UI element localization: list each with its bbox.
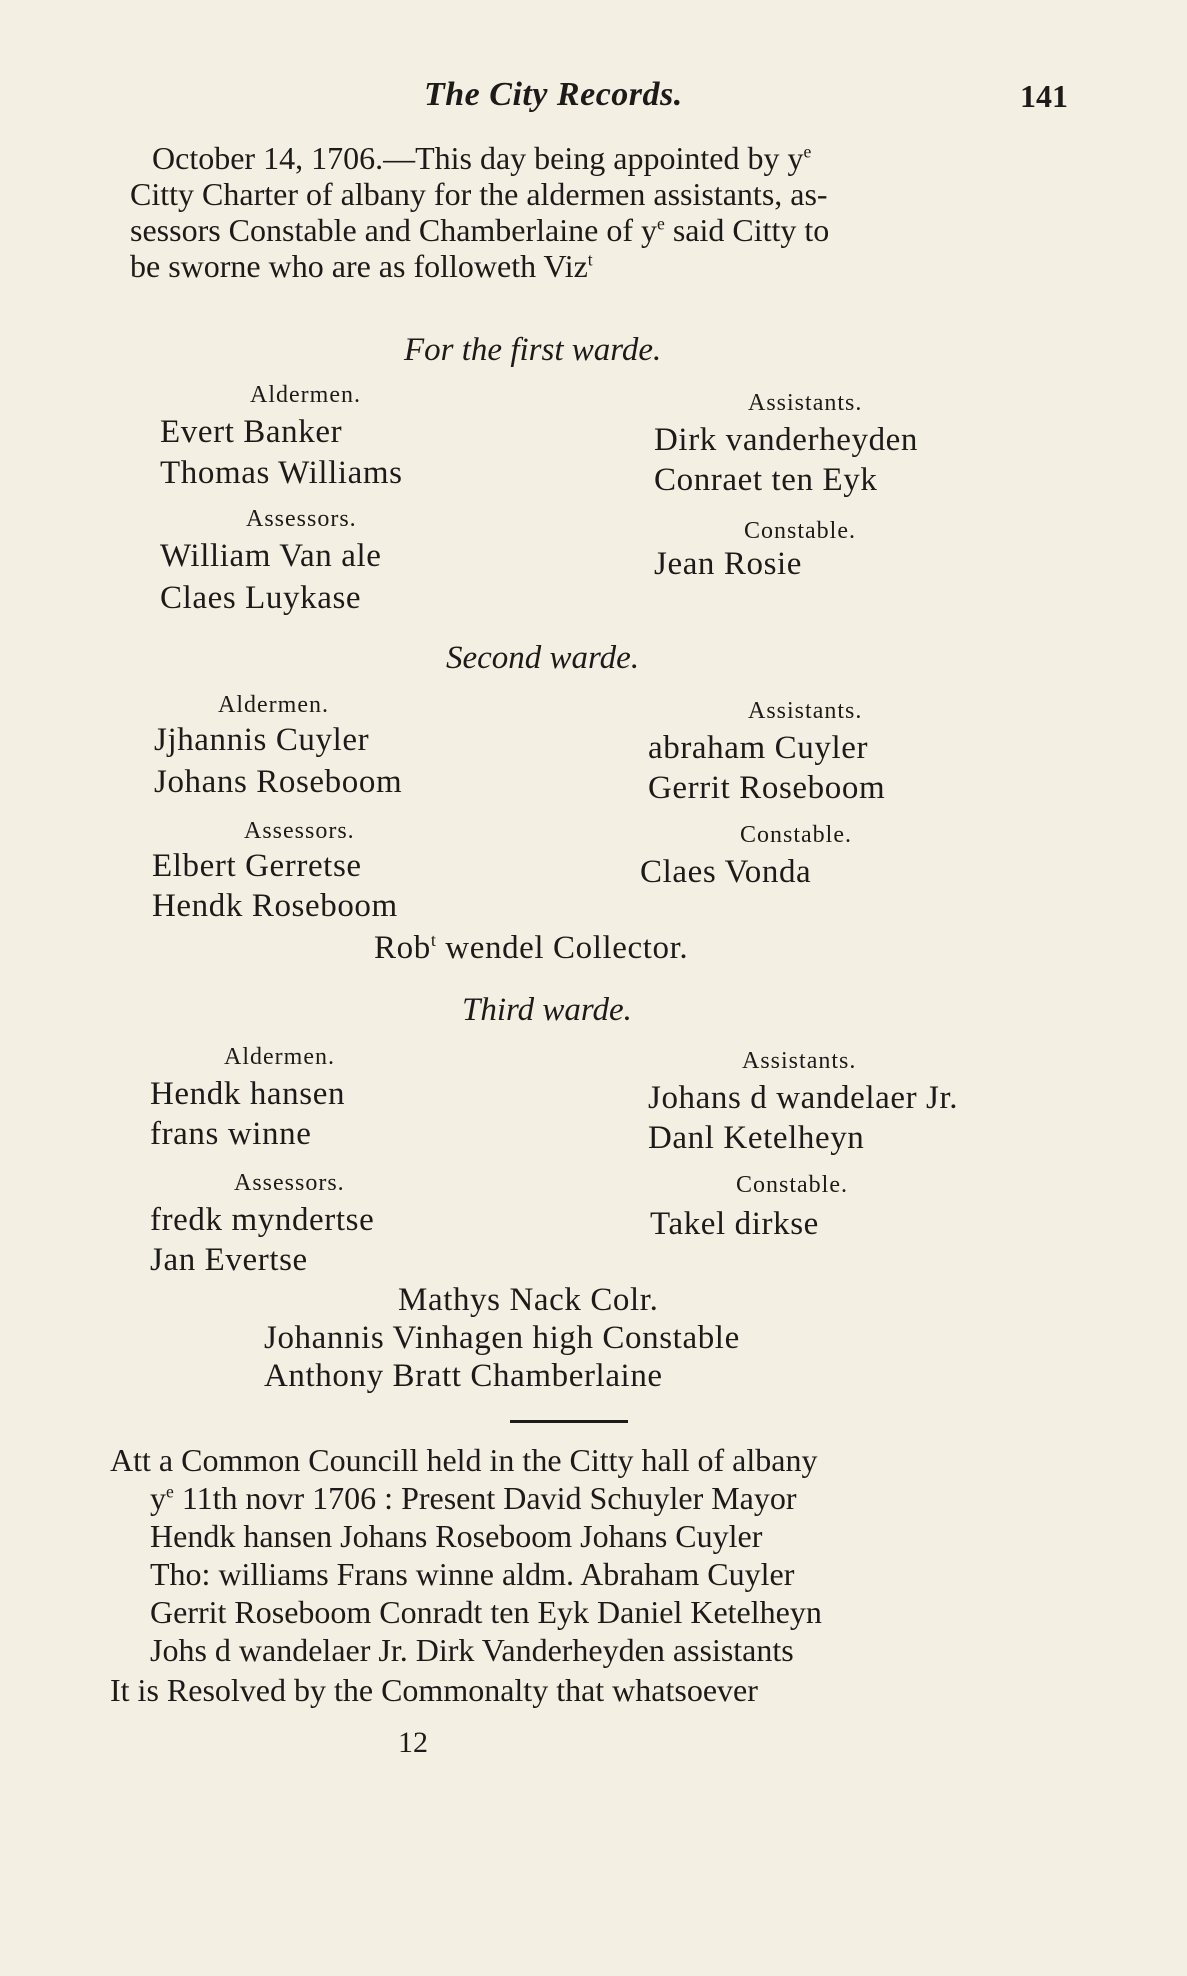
ward-2-assessors-label: Assessors. [244,818,355,844]
ward-1-assistants-label: Assistants. [748,390,863,416]
council-line-5: Gerrit Roseboom Conradt ten Eyk Daniel Ketelheyn [150,1594,822,1630]
ward-1-alderman-1: Evert Banker [160,414,343,450]
ward-1-constable-label: Constable. [744,518,856,544]
ward-1-aldermen-label: Aldermen. [250,382,361,408]
ward-2-alderman-2: Johans Roseboom [154,764,403,800]
council-line-6: Johs d wandelaer Jr. Dirk Vanderheyden assistants [150,1632,794,1668]
ward-2-constable-label: Constable. [740,822,852,848]
ward-2-assistant-2: Gerrit Roseboom [648,770,886,806]
ward-3-alderman-2: frans winne [150,1116,312,1152]
council-line-4: Tho: williams Frans winne aldm. Abraham Cuyler [150,1556,795,1592]
ward-3-assistant-1: Johans d wandelaer Jr. [648,1080,959,1116]
page-number: 141 [1020,78,1068,114]
ward-2-heading: Second warde. [446,640,640,676]
signature-mark: 12 [398,1726,428,1759]
ward-2-assessor-1: Elbert Gerretse [152,848,362,884]
ward-3-assessor-2: Jan Evertse [150,1242,308,1278]
ward-3-constable-label: Constable. [736,1172,848,1198]
ward-3-assessors-label: Assessors. [234,1170,345,1196]
ward-1-assistant-2: Conraet ten Eyk [654,462,878,498]
ward-3-aldermen-label: Aldermen. [224,1044,335,1070]
ward-2-constable: Claes Vonda [640,854,812,890]
ward-3-assessor-1: fredk myndertse [150,1202,375,1238]
ward-3-alderman-1: Hendk hansen [150,1076,346,1112]
ward-3-heading: Third warde. [462,992,632,1028]
ward-1-assistant-1: Dirk vanderheyden [654,422,919,458]
council-line-1: Att a Common Councill held in the Citty hall of albany [110,1442,818,1478]
intro-line-3: sessors Constable and Chamberlaine of $y^e$ said Citty to [130,212,830,248]
ward-2-assessor-2: Hendk Roseboom [152,888,398,924]
intro-line-1: October 14, 1706.—This day being appointed by $y^e$ [152,140,812,176]
ward-1-alderman-2: Thomas Williams [160,455,403,491]
ward-2-alderman-1: Jjhannis Cuyler [154,722,370,758]
ward-2-assistant-1: abraham Cuyler [648,730,869,766]
ward-3-assistant-2: Danl Ketelheyn [648,1120,865,1156]
ward-2-aldermen-label: Aldermen. [218,692,329,718]
ward-1-heading: For the first warde. [404,332,662,368]
ward-1-assessors-label: Assessors. [246,506,357,532]
ward-2-collector: Rob$^t$ wendel Collector. [374,930,689,966]
ward-1-assessor-2: Claes Luykase [160,580,362,616]
council-line-2: $y^e$ 11th novr 1706 : Present David Schuyler Mayor [150,1480,797,1516]
officer-collector: Mathys Nack Colr. [398,1282,659,1318]
section-divider [510,1420,628,1423]
ward-1-assessor-1: William Van ale [160,538,382,574]
running-title: The City Records. [424,76,683,113]
intro-line-4: be sworne who are as followeth Viz$^t$ [130,248,593,284]
council-line-3: Hendk hansen Johans Roseboom Johans Cuyler [150,1518,763,1554]
resolved-line: It is Resolved by the Commonalty that whatsoever [110,1672,758,1708]
officer-high-constable: Johannis Vinhagen high Constable [264,1320,740,1356]
intro-line-2: Citty Charter of albany for the aldermen assistants, as- [130,176,828,212]
ward-1-constable: Jean Rosie [654,546,803,582]
ward-3-constable: Takel dirkse [650,1206,819,1242]
ward-2-assistants-label: Assistants. [748,698,863,724]
officer-chamberlaine: Anthony Bratt Chamberlaine [264,1358,663,1394]
ward-3-assistants-label: Assistants. [742,1048,857,1074]
